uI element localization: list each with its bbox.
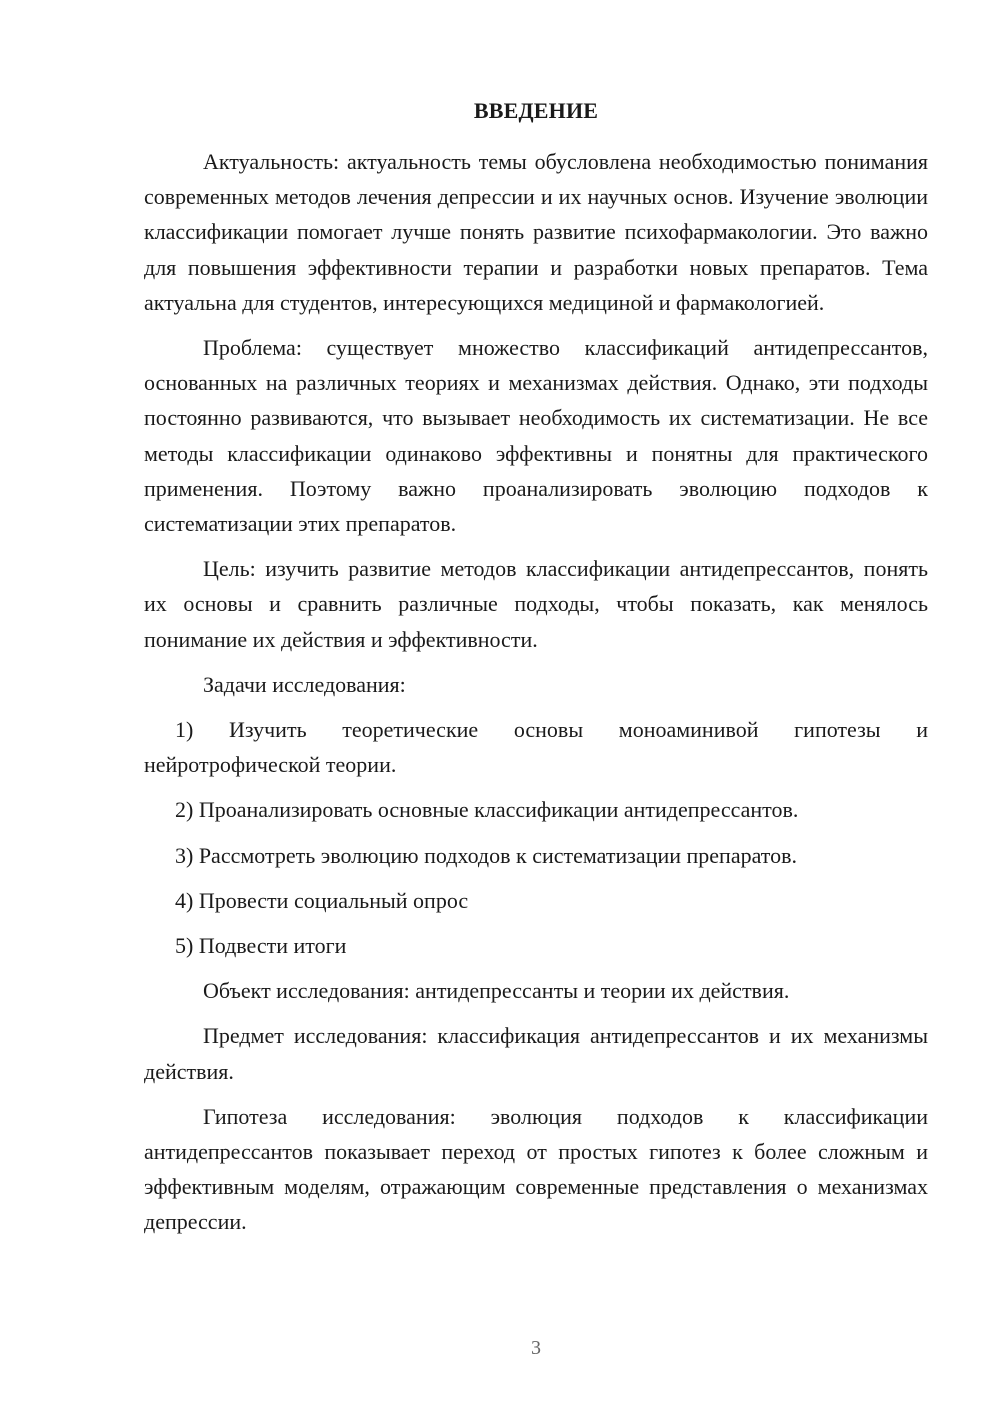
task-item-5: 5) Подвести итоги [175,933,347,959]
document-body [144,144,928,1250]
task-item-2: 2) Проанализировать основные классификации антидепрессантов. [175,797,799,823]
hypothesis-paragraph: Гипотеза исследования: эволюция подходов к классификации антидепрессантов показывает переход от простых гипотез к более сложным и эффективным моделям, отражающим современные представления о механизмах депрессии. [144,1103,928,1235]
task-item-3: 3) Рассмотреть эволюцию подходов к систематизации препаратов. [175,842,797,868]
object-paragraph: Объект исследования: антидепрессанты и теории их действия. [203,978,790,1004]
problem-paragraph: Проблема: существует множество классификаций антидепрессантов, основанных на различных теориях и механизмах действия. Однако, эти подходы постоянно развиваются, что вызывает необходимость их систематизации. Не все методы классификации одинаково эффективны и понятны для практического применения. Поэтому важно проанализировать эволюцию подходов к систематизации этих препаратов. [144,335,928,537]
subject-paragraph: Предмет исследования: классификация антидепрессантов и их механизмы действия. [144,1023,928,1084]
page-number: 3 [531,1337,541,1359]
relevance-paragraph: Актуальность: актуальность темы обусловлена необходимостью понимания современных методов лечения депрессии и их научных основ. Изучение эволюции классификации помогает лучше понять развитие психофармакологии. Это важно для повышения эффективности терапии и разработки новых препаратов. Тема актуальна для студентов, интересующихся медициной и фармакологией. [144,149,928,315]
goal-paragraph: Цель: изучить развитие методов классификации антидепрессантов, понять их основы и сравнить различные подходы, чтобы показать, как менялось понимание их действия и эффективности. [144,556,928,652]
page-title: ВВЕДЕНИЕ [473,98,599,123]
tasks-label: Задачи исследования: [203,671,406,697]
task-item-4: 4) Провести социальный опрос [175,887,469,913]
task-item-1: 1) Изучить теоретические основы моноаминивой гипотезы и нейротрофической теории. [144,717,928,778]
